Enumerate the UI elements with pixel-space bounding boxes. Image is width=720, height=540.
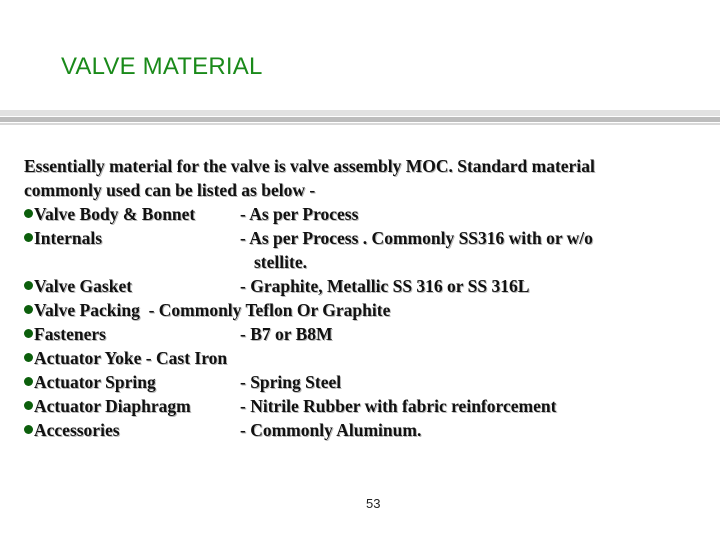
item-value: - As per Process	[240, 204, 359, 224]
bullet-icon	[24, 425, 33, 434]
list-item-actuator-yoke	[24, 346, 704, 370]
list-item-valve-gasket	[24, 274, 704, 298]
bullet-icon	[24, 305, 33, 314]
internals-continuation-line	[24, 250, 704, 274]
list-item-valve-body	[24, 202, 704, 226]
item-value: - Nitrile Rubber with fabric reinforcement	[240, 396, 557, 416]
page-number: 53	[366, 496, 381, 511]
item-value: - Graphite, Metallic SS 316 or SS 316L	[240, 276, 530, 296]
list-item-actuator-diaphragm	[24, 394, 704, 418]
item-value-continuation: stellite.	[254, 252, 307, 272]
list-item-fasteners	[24, 322, 704, 346]
item-name: Valve Body & Bonnet	[34, 204, 196, 224]
bullet-icon	[24, 377, 33, 386]
intro-line-2: commonly used can be listed as below -	[24, 180, 316, 200]
slide-title: VALVE MATERIAL	[61, 53, 263, 80]
slide-body	[24, 154, 704, 442]
bullet-icon	[24, 329, 33, 338]
list-item-internals	[24, 226, 704, 250]
bullet-icon	[24, 401, 33, 410]
list-item-valve-packing	[24, 298, 704, 322]
header-divider-bottom	[0, 123, 720, 125]
item-name: Actuator Spring	[34, 372, 156, 392]
header-divider-middle	[0, 117, 720, 122]
item-value: - B7 or B8M	[240, 324, 333, 344]
item-name: Accessories	[34, 420, 120, 440]
bullet-icon	[24, 209, 33, 218]
item-value: - Spring Steel	[240, 372, 342, 392]
header-divider-top	[0, 110, 720, 116]
list-item-accessories	[24, 418, 704, 442]
item-value: - Commonly Aluminum.	[240, 420, 422, 440]
item-name: Valve Gasket	[34, 276, 133, 296]
bullet-icon	[24, 233, 33, 242]
item-name: Actuator Diaphragm	[34, 396, 191, 416]
bullet-icon	[24, 353, 33, 362]
item-value: - As per Process . Commonly SS316 with or w/o	[240, 228, 593, 248]
item-name: Internals	[34, 228, 103, 248]
intro-line-1: Essentially material for the valve is valve assembly MOC. Standard material	[24, 156, 595, 176]
bullet-icon	[24, 281, 33, 290]
item-name: Fasteners	[34, 324, 106, 344]
item-name: Valve Packing - Commonly Teflon Or Graphite	[34, 300, 391, 320]
list-item-actuator-spring	[24, 370, 704, 394]
item-name: Actuator Yoke - Cast Iron	[34, 348, 228, 368]
